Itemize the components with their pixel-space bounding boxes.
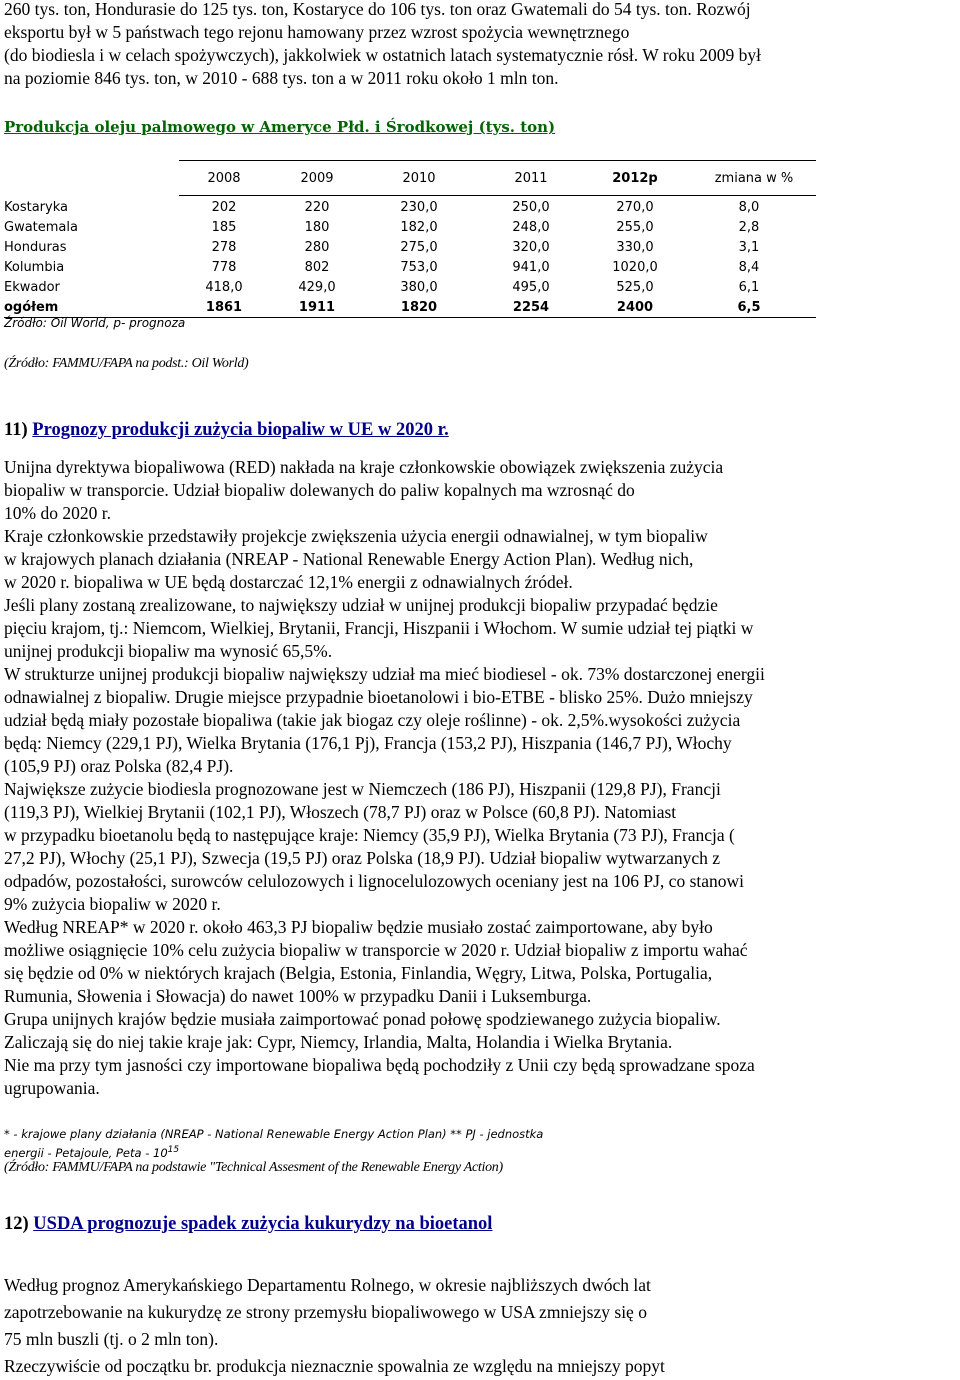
- text-line: Rzeczywiście od początku br. produkcja nieznacznie spowalnia ze względu na mniejszy popyt: [4, 1356, 665, 1376]
- column-header: 2012p: [612, 171, 658, 186]
- table-cell: 1911: [298, 300, 336, 315]
- table-top-rule: [179, 160, 816, 161]
- table-cell: 1820: [400, 300, 438, 315]
- table-cell: 202: [211, 200, 237, 215]
- table-cell: 6,5: [737, 300, 761, 315]
- footnote-exponent: 15: [167, 1145, 180, 1155]
- source-citation: (Źródło: FAMMU/FAPA na podstawie "Technical Assesment of the Renewable Energy Action): [4, 1160, 503, 1175]
- table-cell: 8,0: [738, 200, 760, 215]
- text-line: Według NREAP* w 2020 r. około 463,3 PJ biopaliw będzie musiało zostać zaimportowane, aby było: [4, 917, 713, 937]
- table-cell: 270,0: [616, 200, 654, 215]
- table-cell: 525,0: [616, 280, 654, 295]
- table-cell: 418,0: [205, 280, 243, 295]
- table-cell: 320,0: [512, 240, 550, 255]
- table-cell: 1020,0: [612, 260, 658, 275]
- text-line: na poziomie 846 tys. ton, w 2010 - 688 tys. ton a w 2011 roku około 1 mln ton.: [4, 68, 559, 88]
- table-cell: 8,4: [738, 260, 760, 275]
- text-line: Jeśli plany zostaną zrealizowane, to największy udział w unijnej produkcji biopaliw przypadać będzie: [4, 595, 718, 615]
- table-cell: 3,1: [738, 240, 760, 255]
- text-line: odpadów, pozostałości, surowców celulozowych i lignocelulozowych oceniany jest na 106 PJ, co stanowi: [4, 871, 745, 891]
- table-source-note: Źródło: Oil World, p- prognoza: [4, 316, 186, 330]
- table-title: Produkcja oleju palmowego w Ameryce Płd. i Środkowej (tys. ton): [4, 118, 556, 136]
- row-label: Gwatemala: [4, 220, 78, 235]
- table-cell: 802: [304, 260, 330, 275]
- column-header: 2008: [207, 171, 241, 186]
- table-cell: 280: [304, 240, 330, 255]
- footnote-text: energii - Petajoule, Peta - 10: [4, 1145, 168, 1160]
- text-line: eksportu był w 5 państwach tego rejonu hamowany przez wzrost spożycia wewnętrznego: [4, 22, 630, 42]
- text-line: Według prognoz Amerykańskiego Departamentu Rolnego, w okresie najbliższych dwóch lat: [4, 1275, 651, 1295]
- text-line: 9% zużycia biopaliw w 2020 r.: [4, 894, 221, 914]
- text-line: (105,9 PJ) oraz Polska (82,4 PJ).: [4, 756, 234, 776]
- text-line: biopaliw w transporcie. Udział biopaliw dolewanych do paliw kopalnych ma wzrosnąć do: [4, 480, 635, 500]
- table-cell: 778: [211, 260, 237, 275]
- text-line: zapotrzebowanie na kukurydzę ze strony przemysłu biopaliwowego w USA zmniejszy się o: [4, 1302, 647, 1322]
- text-line: ugrupowania.: [4, 1078, 100, 1098]
- table-cell: 248,0: [512, 220, 550, 235]
- text-line: się będzie od 0% w niektórych krajach (Belgia, Estonia, Finlandia, Węgry, Litwa, Polska, Portugalia,: [4, 963, 713, 983]
- text-line: 10% do 2020 r.: [4, 503, 111, 523]
- table-cell: 278: [211, 240, 237, 255]
- text-line: w 2020 r. biopaliwa w UE będą dostarczać 12,1% energii z odnawialnych źródeł.: [4, 572, 573, 592]
- text-line: Zaliczają się do niej takie kraje jak: Cypr, Niemcy, Irlandia, Malta, Holandia i Wielka Brytania.: [4, 1032, 673, 1052]
- text-line: pięciu krajom, tj.: Niemcom, Wielkiej, Brytanii, Francji, Hiszpanii i Włochom. W sumie udział tej piątki w: [4, 618, 754, 638]
- section-title: Prognozy produkcji zużycia biopaliw w UE w 2020 r.: [32, 420, 449, 440]
- table-cell: 330,0: [616, 240, 654, 255]
- table-cell: 753,0: [400, 260, 438, 275]
- text-line: 27,2 PJ), Włochy (25,1 PJ), Szwecja (19,5 PJ) oraz Polska (18,9 PJ). Udział biopaliw wytwarzanych z: [4, 848, 721, 868]
- text-line: (119,3 PJ), Wielkiej Brytanii (102,1 PJ), Włoszech (78,7 PJ) oraz w Polsce (60,8 PJ). Natomiast: [4, 802, 677, 822]
- table-cell: 495,0: [512, 280, 550, 295]
- text-line: unijnej produkcji biopaliw ma wynosić 65,5%.: [4, 641, 333, 661]
- text-line: możliwe osiągnięcie 10% celu zużycia biopaliw w transporcie w 2020 r. Udział biopaliw z importu wahać: [4, 940, 748, 960]
- table-cell: 255,0: [616, 220, 654, 235]
- table-header-rule: [179, 195, 816, 196]
- text-line: Grupa unijnych krajów będzie musiała zaimportować ponad połowę spodziewanego zużycia biopaliw.: [4, 1009, 721, 1029]
- section-number: 11): [4, 420, 28, 440]
- table-cell: 182,0: [400, 220, 438, 235]
- section-body: [4, 456, 960, 1100]
- text-line: 75 mln buszli (tj. o 2 mln ton).: [4, 1329, 219, 1349]
- text-line: W strukturze unijnej produkcji biopaliw największy udział ma mieć biodiesel - ok. 73% dostarczonej energii: [4, 664, 765, 684]
- table-cell: 2,8: [738, 220, 760, 235]
- table-cell: 2400: [616, 300, 654, 315]
- footnote: [4, 1126, 604, 1161]
- column-header: 2011: [514, 171, 548, 186]
- text-line: Rumunia, Słowenia i Słowacja) do nawet 100% w przypadku Danii i Luksemburga.: [4, 986, 592, 1006]
- table-cell: 220: [304, 200, 330, 215]
- table-cell: 185: [211, 220, 237, 235]
- intro-paragraph: [4, 0, 956, 90]
- footnote-line: [4, 1142, 604, 1161]
- text-line: Nie ma przy tym jasności czy importowane biopaliwa będą pochodziły z Unii czy będą sprowadzane spoza: [4, 1055, 755, 1075]
- table-cell: 941,0: [512, 260, 550, 275]
- table-cell: 429,0: [298, 280, 336, 295]
- row-label: Ekwador: [4, 280, 60, 295]
- section-body: [4, 1272, 960, 1380]
- column-header: 2009: [300, 171, 334, 186]
- row-label: Kostaryka: [4, 200, 68, 215]
- text-line: w krajowych planach działania (NREAP - National Renewable Energy Action Plan). Według nich,: [4, 549, 694, 569]
- table-cell: 275,0: [400, 240, 438, 255]
- section-heading: [4, 420, 449, 441]
- table-cell: 6,1: [738, 280, 760, 295]
- column-header: 2010: [402, 171, 436, 186]
- text-line: Największe zużycie biodiesla prognozowane jest w Niemczech (186 PJ), Hiszpanii (129,8 PJ), Francji: [4, 779, 721, 799]
- section-number: 12): [4, 1214, 29, 1234]
- row-label: ogółem: [4, 300, 59, 315]
- table-cell: 1861: [205, 300, 243, 315]
- column-header: zmiana w %: [714, 171, 794, 186]
- text-line: Kraje członkowskie przedstawiły projekcje zwiększenia użycia energii odnawialnej, w tym biopaliw: [4, 526, 708, 546]
- source-citation: (Źródło: FAMMU/FAPA na podst.: Oil World): [4, 356, 249, 371]
- row-label: Kolumbia: [4, 260, 65, 275]
- section-title: USDA prognozuje spadek zużycia kukurydzy na bioetanol: [33, 1214, 493, 1234]
- text-line: Unijna dyrektywa biopaliwowa (RED) nakłada na kraje członkowskie obowiązek zwiększenia zużycia: [4, 457, 724, 477]
- text-line: 260 tys. ton, Hondurasie do 125 tys. ton, Kostaryce do 106 tys. ton oraz Gwatemali do 54 tys. ton. Rozwój: [4, 0, 751, 19]
- table-cell: 230,0: [400, 200, 438, 215]
- section-heading: [4, 1214, 492, 1235]
- text-line: w przypadku bioetanolu będą to następujące kraje: Niemcy (35,9 PJ), Wielka Brytania (73 PJ), Francja (: [4, 825, 735, 845]
- row-label: Honduras: [4, 240, 67, 255]
- text-line: będą: Niemcy (229,1 PJ), Wielka Brytania (176,1 Pj), Francja (153,2 PJ), Hiszpania (146,7 PJ), Włochy: [4, 733, 732, 753]
- footnote-line: * - krajowe plany działania (NREAP - National Renewable Energy Action Plan) ** PJ - jednostka: [4, 1127, 544, 1141]
- table-cell: 2254: [512, 300, 550, 315]
- table-cell: 380,0: [400, 280, 438, 295]
- table-cell: 250,0: [512, 200, 550, 215]
- text-line: (do biodiesla i w celach spożywczych), jakkolwiek w ostatnich latach systematycznie rósł. W roku 2009 był: [4, 45, 761, 65]
- text-line: udział będą miały pozostałe biopaliwa (takie jak biogaz czy oleje roślinne) - ok. 2,5%.wysokości zużycia: [4, 710, 741, 730]
- text-line: odnawialnej z biopaliw. Drugie miejsce przypadnie bioetanolowi i bio-ETBE - blisko 25%. Dużo mniejszy: [4, 687, 753, 707]
- table-cell: 180: [304, 220, 330, 235]
